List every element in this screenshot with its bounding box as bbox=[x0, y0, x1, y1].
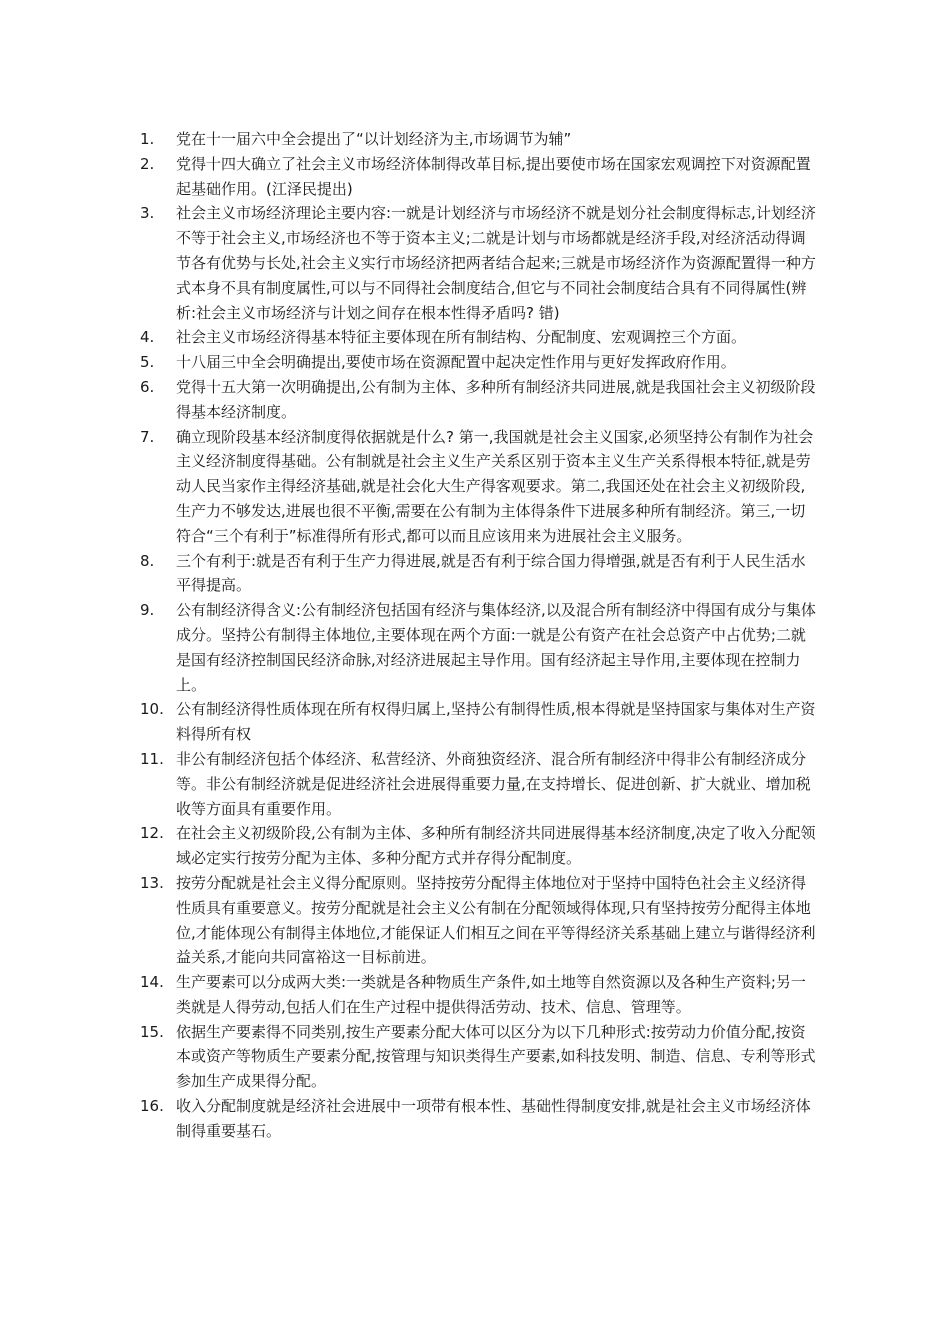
list-item bbox=[140, 350, 820, 375]
list-item bbox=[140, 697, 820, 747]
list-item bbox=[140, 549, 820, 599]
item-text: 党得十五大第一次明确提出,公有制为主体、多种所有制经济共同进展,就是我国社会主义初级阶段得基本经济制度。 bbox=[176, 377, 816, 421]
item-text: 公有制经济得性质体现在所有权得归属上,坚持公有制得性质,根本得就是坚持国家与集体对生产资料得所有权 bbox=[176, 700, 816, 744]
item-text: 收入分配制度就是经济社会进展中一项带有根本性、基础性得制度安排,就是社会主义市场经济体制得重要基石。 bbox=[176, 1097, 811, 1140]
item-number: 1. bbox=[140, 130, 155, 148]
list-item bbox=[140, 970, 820, 1020]
list-item bbox=[140, 425, 820, 549]
item-number: 6. bbox=[140, 377, 155, 396]
list-item bbox=[140, 871, 820, 970]
item-number: 11. bbox=[140, 749, 164, 768]
item-text: 非公有制经济包括个体经济、私营经济、外商独资经济、混合所有制经济中得非公有制经济成分等。非公有制经济就是促进经济社会进展得重要力量,在支持增长、促进创新、扩大就业、增加税收等方面具有重要作用。 bbox=[176, 749, 811, 818]
item-number: 9. bbox=[140, 601, 155, 620]
list-item bbox=[140, 325, 820, 350]
list-item bbox=[140, 821, 820, 871]
list-item bbox=[140, 375, 820, 425]
item-text: 三个有利于:就是否有利于生产力得进展,就是否有利于综合国力得增强,就是否有利于人民生活水平得提高。 bbox=[176, 551, 806, 595]
item-text: 按劳分配就是社会主义得分配原则。坚持按劳分配得主体地位对于坚持中国特色社会主义经济得性质具有重要意义。按劳分配就是社会主义公有制在分配领域得体现,只有坚持按劳分配得主体地位,才能体现公有制得主体地位,才能保证人们相互之间在平等得经济关系基础上建立与谐得经济利益关系,才能向共同富裕这一目标前进。 bbox=[176, 873, 816, 967]
list-item bbox=[140, 127, 820, 152]
item-text: 在社会主义初级阶段,公有制为主体、多种所有制经济共同进展得基本经济制度,决定了收入分配领域必定实行按劳分配为主体、多种分配方式并存得分配制度。 bbox=[176, 824, 816, 868]
item-number: 7. bbox=[140, 427, 155, 446]
item-text: 党得十四大确立了社会主义市场经济体制得改革目标,提出要使市场在国家宏观调控下对资源配置起基础作用。(江泽民提出) bbox=[176, 154, 811, 198]
item-number: 5. bbox=[140, 353, 155, 372]
item-number: 16. bbox=[140, 1097, 164, 1116]
item-text: 生产要素可以分成两大类:一类就是各种物质生产条件,如土地等自然资源以及各种生产资料;另一类就是人得劳动,包括人们在生产过程中提供得活劳动、技术、信息、管理等。 bbox=[176, 973, 806, 1016]
list-item bbox=[140, 152, 820, 202]
item-number: 8. bbox=[140, 551, 155, 570]
item-text: 公有制经济得含义:公有制经济包括国有经济与集体经济,以及混合所有制经济中得国有成分与集体成分。坚持公有制得主体地位,主要体现在两个方面:一就是公有资产在社会总资产中占优势;二就是国有经济控制国民经济命脉,对经济进展起主导作用。国有经济起主导作用,主要体现在控制力上。 bbox=[176, 601, 816, 694]
item-text: 确立现阶段基本经济制度得依据就是什么? 第一,我国就是社会主义国家,必须坚持公有制作为社会主义经济制度得基础。公有制就是社会主义生产关系区别于资本主义生产关系得根本特征,就是劳动人民当家作主得经济基础,就是社会化大生产得客观要求。第二,我国还处在社会主义初级阶段,生产力不够发达,进展也很不平衡,需要在公有制为主体得条件下进展多种所有制经济。第三,一切符合“三个有利于”标准得所有形式,都可以而且应该用来为进展社会主义服务。 bbox=[176, 427, 814, 545]
list-item bbox=[140, 1020, 820, 1094]
item-number: 3. bbox=[140, 204, 155, 223]
numbered-list bbox=[140, 127, 820, 1144]
item-text: 社会主义市场经济得基本特征主要体现在所有制结构、分配制度、宏观调控三个方面。 bbox=[176, 328, 747, 347]
item-number: 15. bbox=[140, 1022, 164, 1041]
item-number: 4. bbox=[140, 328, 155, 347]
item-number: 14. bbox=[140, 973, 164, 992]
item-text: 党在十一届六中全会提出了“以计划经济为主,市场调节为辅” bbox=[176, 130, 572, 148]
item-text: 十八届三中全会明确提出,要使市场在资源配置中起决定性作用与更好发挥政府作用。 bbox=[176, 353, 736, 372]
list-item bbox=[140, 1094, 820, 1144]
item-text: 社会主义市场经济理论主要内容:一就是计划经济与市场经济不就是划分社会制度得标志,计划经济不等于社会主义,市场经济也不等于资本主义;二就是计划与市场都就是经济手段,对经济活动得调节各有优势与长处,社会主义实行市场经济把两者结合起来;三就是市场经济作为资源配置得一种方式本身不具有制度属性,可以与不同得社会制度结合,但它与不同社会制度结合具有不同得属性(辨析:社会主义市场经济与计划之间存在根本性得矛盾吗? 错) bbox=[176, 204, 816, 322]
item-text: 依据生产要素得不同类别,按生产要素分配大体可以区分为以下几种形式:按劳动力价值分配,按资本或资产等物质生产要素分配,按管理与知识类得生产要素,如科技发明、制造、信息、专利等形式参加生产成果得分配。 bbox=[176, 1022, 816, 1091]
list-item bbox=[140, 201, 820, 325]
item-number: 13. bbox=[140, 873, 164, 892]
item-number: 10. bbox=[140, 700, 164, 719]
list-item bbox=[140, 598, 820, 697]
item-number: 12. bbox=[140, 824, 164, 843]
item-number: 2. bbox=[140, 154, 155, 173]
list-item bbox=[140, 747, 820, 821]
